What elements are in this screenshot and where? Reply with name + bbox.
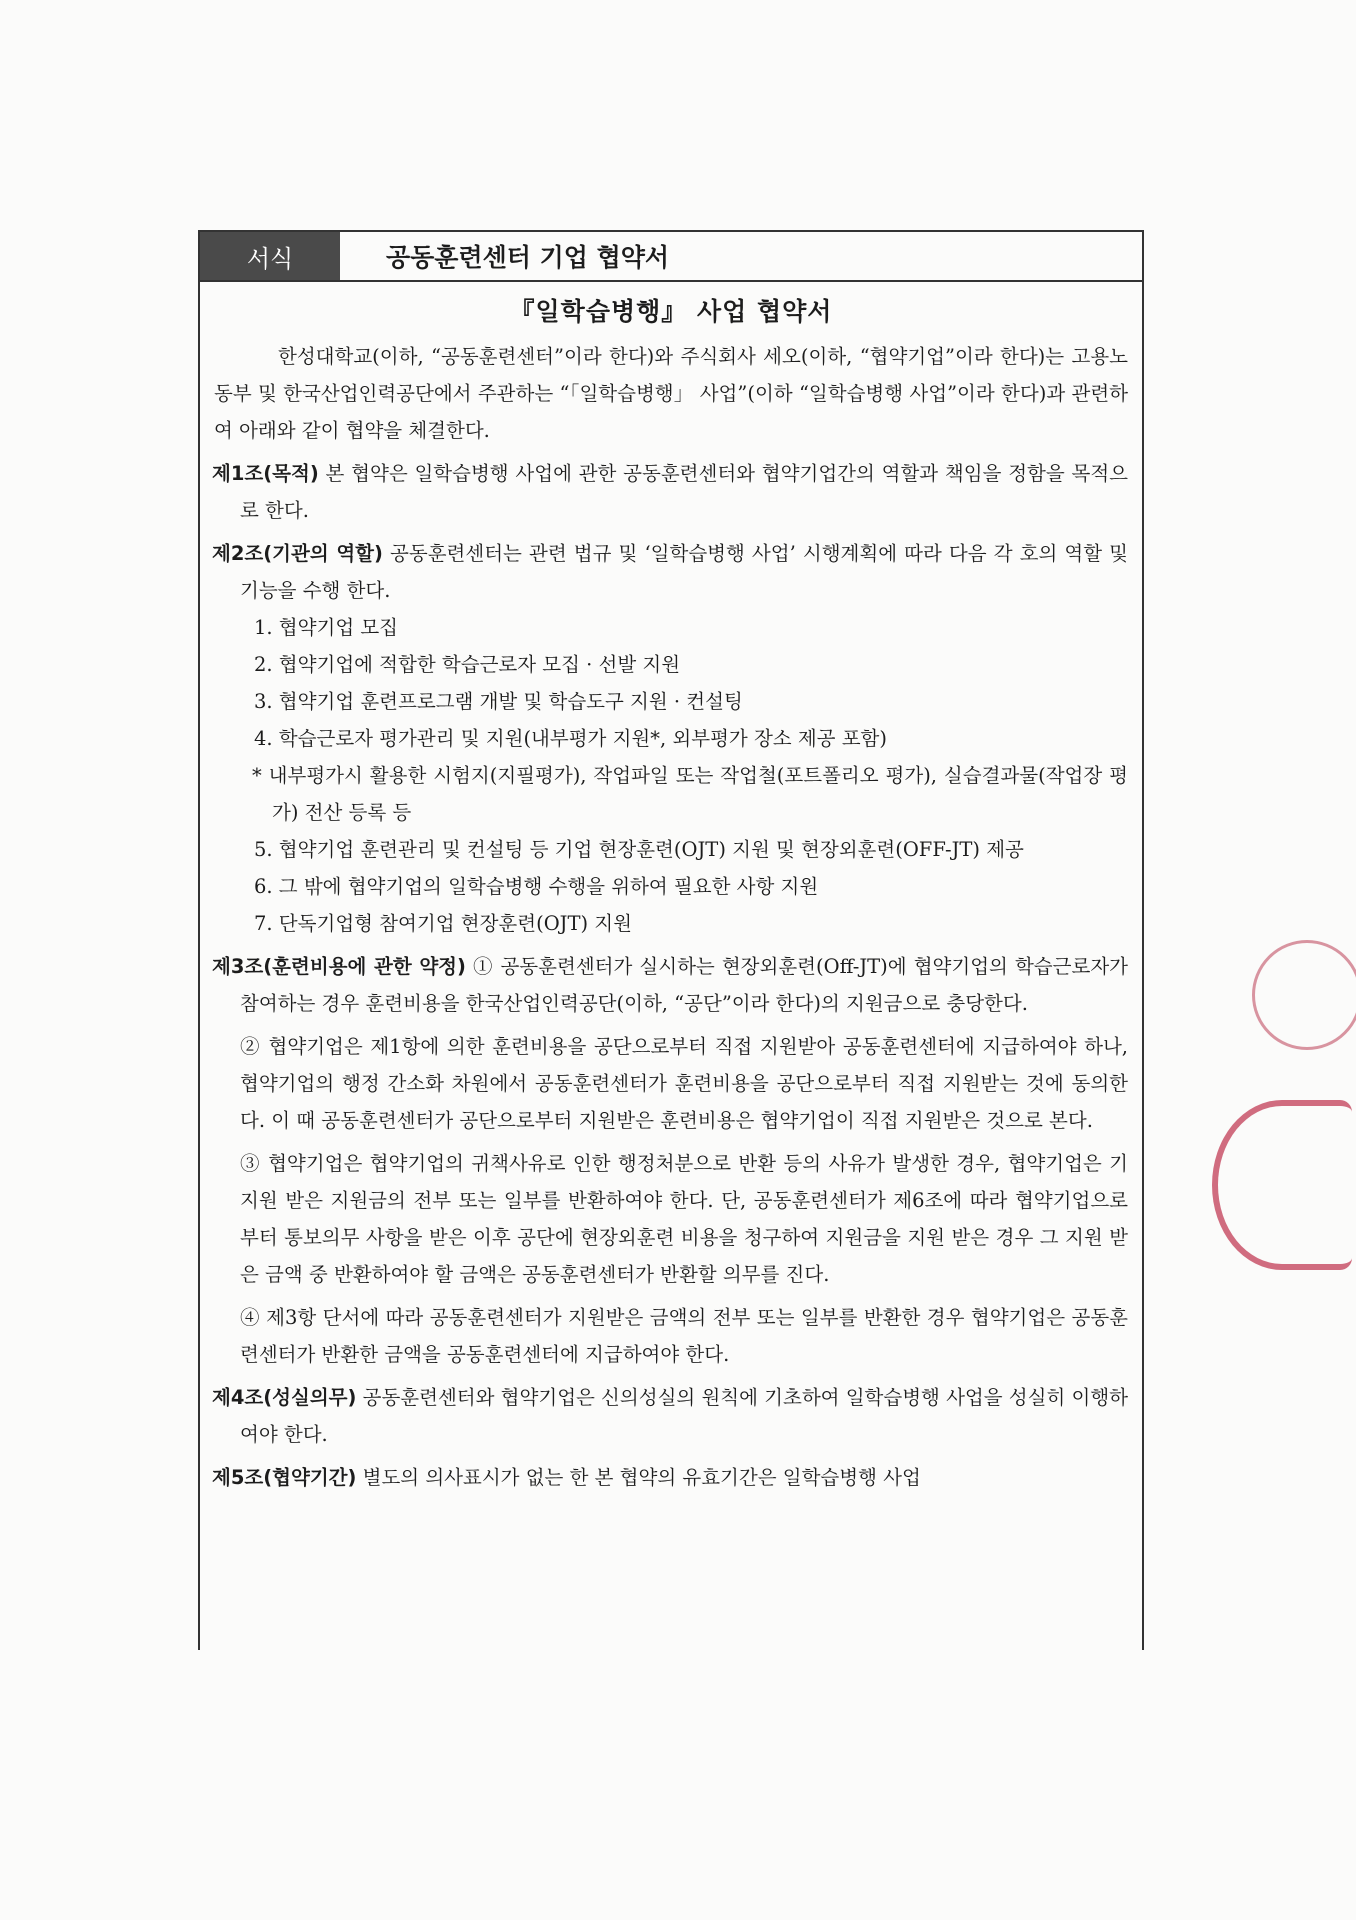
article-3-text: ① 공동훈련센터가 실시하는 현장외훈련(Off-JT)에 협약기업의 학습근로자가 참여하는 경우 훈련비용을 한국산업인력공단(이하, “공단”이라 한다)의 지원금으로 충당한다. [240,955,1128,1015]
article-2 [200,535,1142,609]
article-1-heading: 제1조(목적) [212,462,319,485]
article-2-text: 공동훈련센터는 관련 법규 및 ‘일학습병행 사업’ 시행계획에 따라 다음 각 호의 역할 및 기능을 수행 한다. [240,542,1128,602]
university-seal-stamp [1212,1100,1352,1270]
list-item: 4. 학습근로자 평가관리 및 지원(내부평가 지원*, 외부평가 장소 제공 포함) [254,727,887,750]
agreement-frame [198,230,1144,1650]
article-5 [200,1459,1142,1496]
document-body [200,338,1142,1496]
article-1 [200,455,1142,529]
article-3-heading: 제3조(훈련비용에 관한 약정) [212,955,466,978]
article-4-text: 공동훈련센터와 협약기업은 신의성실의 원칙에 기초하여 일학습병행 사업을 성실히 이행하여야 한다. [240,1386,1129,1446]
article-4-heading: 제4조(성실의무) [212,1386,357,1409]
list-item: 5. 협약기업 훈련관리 및 컨설팅 등 기업 현장훈련(OJT) 지원 및 현장외훈련(OFF-JT) 제공 [254,838,1024,861]
article-3-clause-4: ④ 제3항 단서에 따라 공동훈련센터가 지원받은 금액의 전부 또는 일부를 반환한 경우 협약기업은 공동훈련센터가 반환한 금액을 공동훈련센터에 지급하여야 한다. [240,1306,1128,1366]
list-item: 2. 협약기업에 적합한 학습근로자 모집 · 선발 지원 [254,653,681,676]
list-item: 3. 협약기업 훈련프로그램 개발 및 학습도구 지원 · 컨설팅 [254,690,743,713]
list-item: 6. 그 밖에 협약기업의 일학습병행 수행을 위하여 필요한 사항 지원 [254,875,819,898]
list-item: 1. 협약기업 모집 [254,616,399,639]
intro-paragraph: 한성대학교(이하, “공동훈련센터”이라 한다)와 주식회사 세오(이하, “협약기업”이라 한다)는 고용노동부 및 한국산업인력공단에서 주관하는 “「일학습병행」 사업”(이하 “일학습병행 사업”이라 한다)과 관련하여 아래와 같이 협약을 체결한다. [214,345,1128,442]
article-1-text: 본 협약은 일학습병행 사업에 관한 공동훈련센터와 협약기업간의 역할과 책임을 정함을 목적으로 한다. [240,462,1128,522]
document-title: 『일학습병행』 사업 협약서 [509,297,833,326]
article-3-clause-3: ③ 협약기업은 협약기업의 귀책사유로 인한 행정처분으로 반환 등의 사유가 발생한 경우, 협약기업은 기지원 받은 지원금의 전부 또는 일부를 반환하여야 한다. 단, 공동훈련센터가 제6조에 따라 협약기업으로부터 통보의무 사항을 받은 이후 공단에 현장외훈련 비용을 청구하여 지원금을 지원 받은 경우 그 지원 받은 금액 중 반환하여야 할 금액은 공동훈련센터가 반환할 의무를 진다. [240,1152,1128,1286]
article-2-items [200,609,1142,757]
article-2-items-cont [200,831,1142,942]
form-header [200,232,1142,282]
partial-seal-stamp [1252,940,1356,1050]
article-5-text: 별도의 의사표시가 없는 한 본 협약의 유효기간은 일학습병행 사업 [356,1466,921,1489]
article-2-note: * 내부평가시 활용한 시험지(지필평가), 작업파일 또는 작업철(포트폴리오 평가), 실습결과물(작업장 평가) 전산 등록 등 [252,764,1128,824]
form-title: 공동훈련센터 기업 협약서 [386,243,670,272]
form-tag: 서식 [200,232,340,280]
article-4 [200,1379,1142,1453]
article-2-heading: 제2조(기관의 역할) [212,542,383,565]
article-3 [200,948,1142,1022]
list-item: 7. 단독기업형 참여기업 현장훈련(OJT) 지원 [254,912,632,935]
article-5-heading: 제5조(협약기간) [212,1466,357,1489]
article-3-clause-2: ② 협약기업은 제1항에 의한 훈련비용을 공단으로부터 직접 지원받아 공동훈련센터에 지급하여야 하나, 협약기업의 행정 간소화 차원에서 공동훈련센터가 훈련비용을 공단으로부터 직접 지원받는 것에 동의한다. 이 때 공동훈련센터가 공단으로부터 지원받은 훈련비용은 협약기업이 직접 지원받은 것으로 본다. [240,1035,1128,1132]
